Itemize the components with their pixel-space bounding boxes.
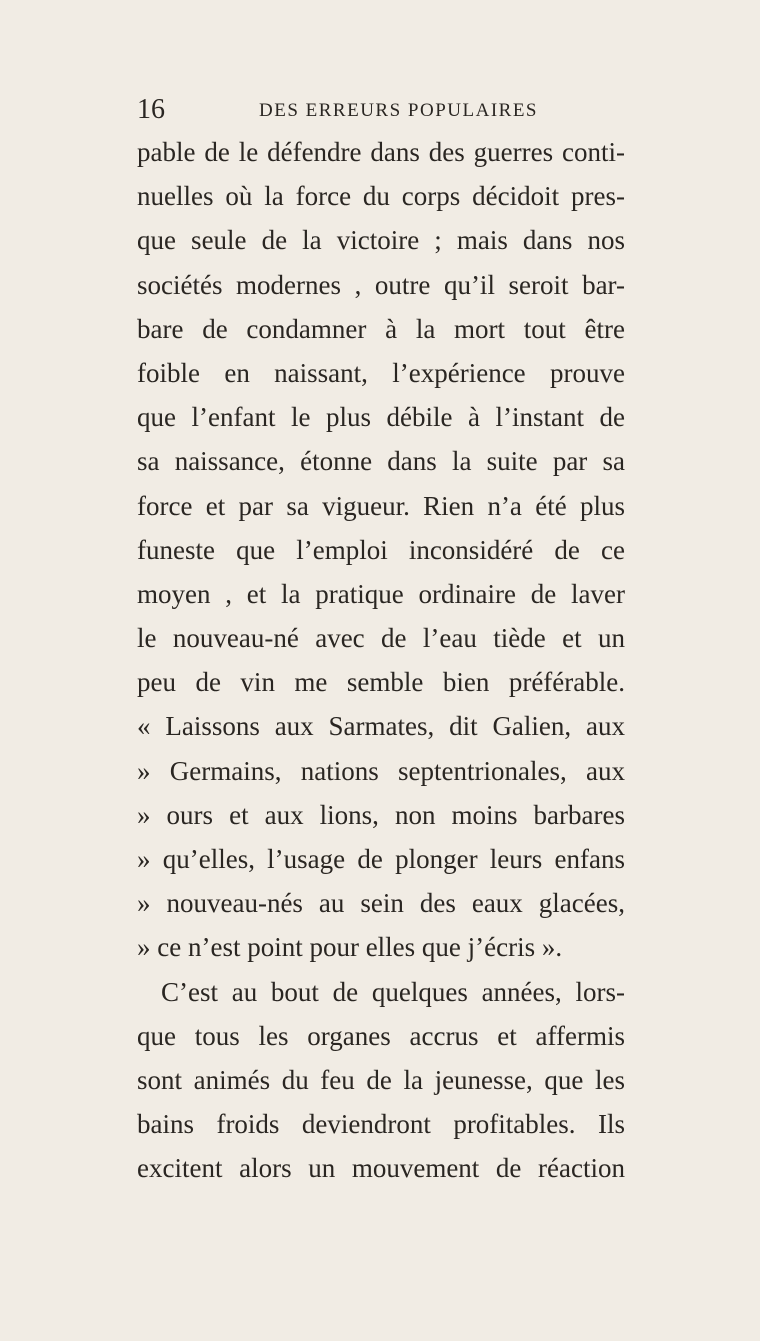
running-head: DES ERREURS POPULAIRES	[259, 100, 538, 121]
text-line: bare de condamner à la mort tout être	[137, 313, 625, 344]
text-line: excitent alors un mouvement de réaction	[137, 1153, 625, 1184]
quote-line: « Laissons aux Sarmates, dit Galien, aux	[137, 711, 625, 742]
text-line: funeste que l’emploi inconsidéré de ce	[137, 534, 625, 565]
text-line: foible en naissant, l’expérience prouve	[137, 357, 625, 388]
quote-line: » qu’elles, l’usage de plonger leurs enfans	[137, 844, 625, 874]
quote-line: » nouveau-nés au sein des eaux glacées,	[137, 888, 625, 919]
text-line: que seule de la victoire ; mais dans nos	[137, 225, 625, 256]
text-line: pable de le défendre dans des guerres conti-	[137, 137, 625, 167]
paragraph-start-line: C’est au bout de quelques années, lors-	[161, 976, 625, 1007]
text-line: que tous les organes accrus et affermis	[137, 1020, 625, 1051]
quote-line: » ours et aux lions, non moins barbares	[137, 799, 625, 830]
text-line: sociétés modernes , outre qu’il seroit bar-	[137, 269, 625, 300]
text-line: sa naissance, étonne dans la suite par sa	[137, 446, 625, 477]
quote-line: » ce n’est point pour elles que j’écris ».	[137, 932, 563, 963]
quote-line: » Germains, nations septentrionales, aux	[137, 755, 625, 786]
text-line: que l’enfant le plus débile à l’instant de	[137, 402, 625, 433]
text-line: moyen , et la pratique ordinaire de laver	[137, 578, 625, 609]
page-header	[137, 92, 637, 128]
text-line: sont animés du feu de la jeunesse, que les	[137, 1064, 625, 1095]
text-line: bains froids deviendront profitables. Ils	[137, 1109, 625, 1140]
text-line: force et par sa vigueur. Rien n’a été plus	[137, 490, 625, 521]
body-text	[137, 130, 625, 1191]
page-number: 16	[137, 94, 165, 125]
text-line: le nouveau-né avec de l’eau tiède et un	[137, 623, 625, 654]
text-line: nuelles où la force du corps décidoit pres-	[137, 181, 625, 212]
text-line: peu de vin me semble bien préférable.	[137, 667, 625, 698]
